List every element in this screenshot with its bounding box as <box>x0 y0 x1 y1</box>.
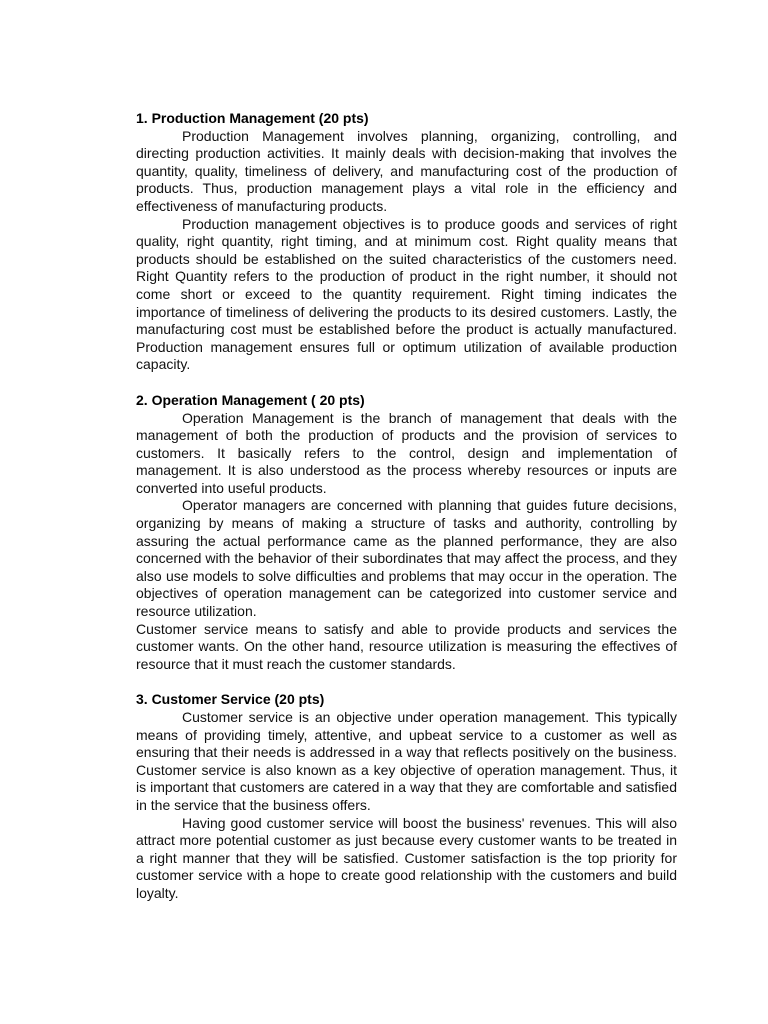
section-production-management <box>136 110 677 374</box>
paragraph: Having good customer service will boost the business' revenues. This will also attract more potential customer as just because every customer wants to be treated in a right manner that they will be satisfied. Customer satisfaction is the top priority for customer service with a hope to create good relationship with the customers and build loyalty. <box>136 814 677 901</box>
paragraph: Operator managers are concerned with planning that guides future decisions, organizing by means of making a structure of tasks and authority, controlling by assuring the actual performance came as the planned performance, they are also concerned with the behavior of their subordinates that may affect the process, and they also use models to solve difficulties and problems that may occur in the operation. The objectives of operation management can be categorized into customer service and resource utilization. <box>136 497 677 620</box>
paragraph: Operation Management is the branch of management that deals with the management of both the production of products and the provision of services to customers. It basically refers to the control, design and implementation of management. It is also understood as the process whereby resources or inputs are converted into useful products. <box>136 409 677 496</box>
section-title: 2. Operation Management ( 20 pts) <box>136 391 365 408</box>
section-title: 3. Customer Service (20 pts) <box>136 691 325 708</box>
document-page <box>136 110 677 921</box>
section-operation-management <box>136 392 677 674</box>
paragraph: Production management objectives is to produce goods and services of right quality, right quantity, right timing, and at minimum cost. Right quality means that products should be established on the suited characteristics of the customers need. Right Quantity refers to the production of product in the right number, it should not come short or exceed to the quantity requirement. Right timing indicates the importance of timeliness of delivering the products to its desired customers. Lastly, the manufacturing cost must be established before the product is actually manufactured. Production management ensures full or optimum utilization of available production capacity. <box>136 215 677 373</box>
section-title: 1. Production Management (20 pts) <box>136 110 369 126</box>
section-customer-service <box>136 691 677 902</box>
paragraph: Production Management involves planning, organizing, controlling, and directing production activities. It mainly deals with decision-making that involves the quantity, quality, timeliness of delivery, and manufacturing cost of the production of products. Thus, production management plays a vital role in the efficiency and effectiveness of manufacturing products. <box>136 127 677 214</box>
paragraph: Customer service is an objective under operation management. This typically means of providing timely, attentive, and upbeat service to a customer as well as ensuring that their needs is addressed in a way that reflects positively on the business. Customer service is also known as a key objective of operation management. Thus, it is important that customers are catered in a way that they are comfortable and satisfied in the service that the business offers. <box>136 709 677 813</box>
paragraph: Customer service means to satisfy and able to provide products and services the customer wants. On the other hand, resource utilization is measuring the effectives of resource that it must reach the customer standards. <box>136 620 677 672</box>
